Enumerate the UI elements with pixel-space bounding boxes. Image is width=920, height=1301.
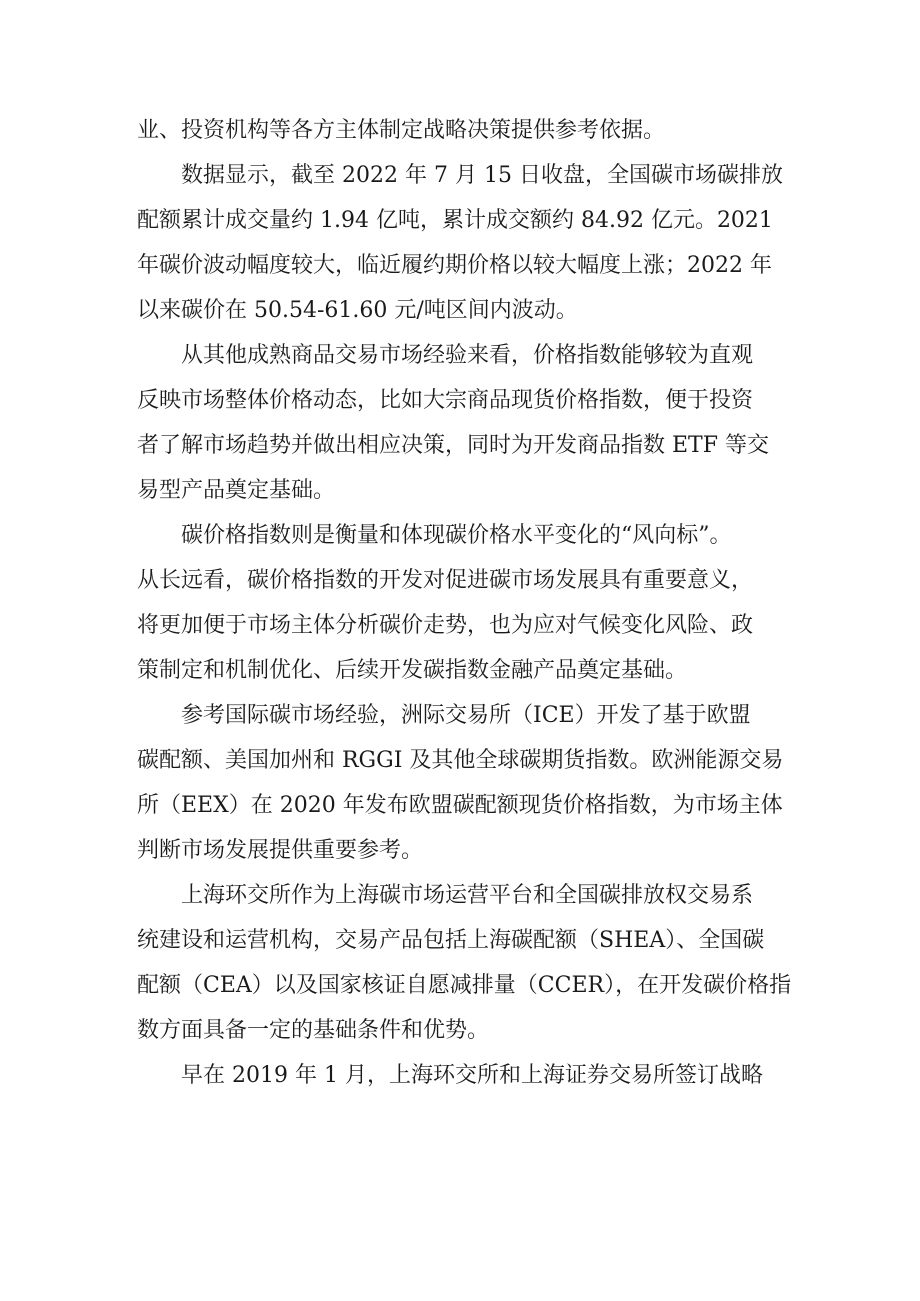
text-line-16: 所（EEX）在 2020 年发布欧盟碳配额现货价格指数，为市场主体 <box>137 793 783 818</box>
text-line-3: 配额累计成交量约 1.94 亿吨，累计成交额约 84.92 亿元。2021 <box>137 208 773 233</box>
text-line-11: 从长远看，碳价格指数的开发对促进碳市场发展具有重要意义， <box>137 568 754 593</box>
text-line-7: 反映市场整体价格动态，比如大宗商品现货价格指数，便于投资 <box>137 388 754 413</box>
text-line-6: 从其他成熟商品交易市场经验来看，价格指数能够较为直观 <box>137 343 754 368</box>
text-line-10: 碳价格指数则是衡量和体现碳价格水平变化的“风向标”。 <box>137 523 732 548</box>
text-line-15: 碳配额、美国加州和 RGGI 及其他全球碳期货指数。欧洲能源交易 <box>137 748 784 773</box>
text-line-9: 易型产品奠定基础。 <box>137 478 336 503</box>
text-line-22: 早在 2019 年 1 月，上海环交所和上海证券交易所签订战略 <box>137 1063 763 1088</box>
text-line-13: 策制定和机制优化、后续开发碳指数金融产品奠定基础。 <box>137 658 688 683</box>
document-body <box>137 108 797 1098</box>
text-line-12: 将更加便于市场主体分析碳价走势，也为应对气候变化风险、政 <box>137 613 754 638</box>
text-line-20: 配额（CEA）以及国家核证自愿减排量（CCER），在开发碳价格指 <box>137 973 792 998</box>
text-line-19: 统建设和运营机构，交易产品包括上海碳配额（SHEA）、全国碳 <box>137 928 765 953</box>
text-line-14: 参考国际碳市场经验，洲际交易所（ICE）开发了基于欧盟 <box>137 703 751 728</box>
text-line-17: 判断市场发展提供重要参考。 <box>137 838 424 863</box>
text-line-18: 上海环交所作为上海碳市场运营平台和全国碳排放权交易系 <box>137 883 754 908</box>
text-line-5: 以来碳价在 50.54-61.60 元/吨区间内波动。 <box>137 298 578 323</box>
text-line-21: 数方面具备一定的基础条件和优势。 <box>137 1018 490 1043</box>
text-line-8: 者了解市场趋势并做出相应决策，同时为开发商品指数 ETF 等交 <box>137 433 769 458</box>
text-line-2: 数据显示，截至 2022 年 7 月 15 日收盘，全国碳市场碳排放 <box>137 163 783 188</box>
text-line-4: 年碳价波动幅度较大，临近履约期价格以较大幅度上涨；2022 年 <box>137 253 772 278</box>
text-line-1: 业、投资机构等各方主体制定战略决策提供参考依据。 <box>137 118 666 143</box>
